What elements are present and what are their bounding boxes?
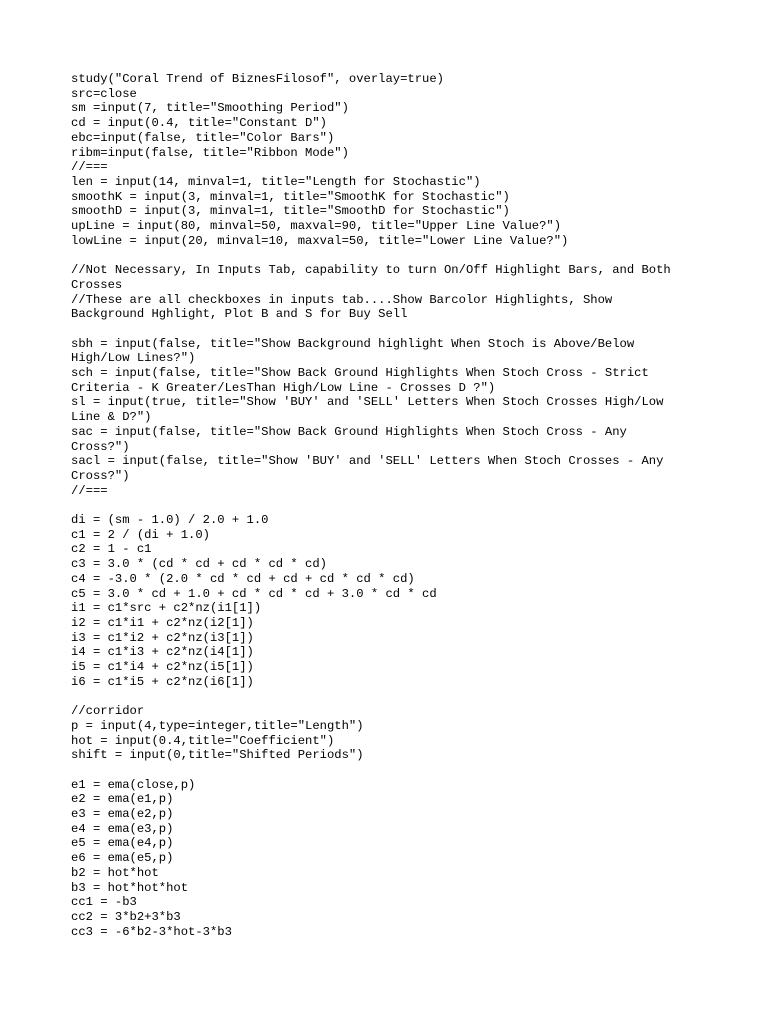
- code-line: sbh = input(false, title="Show Background highlight When Stoch is Above/Below: [71, 336, 635, 351]
- code-block: [71, 72, 711, 939]
- code-line: //corridor: [71, 704, 145, 719]
- code-line: smoothD = input(3, minval=1, title="SmoothD for Stochastic"): [71, 204, 510, 219]
- code-line: study("Coral Trend of BiznesFilosof", overlay=true): [71, 72, 444, 86]
- code-line: c1 = 2 / (di + 1.0): [71, 527, 210, 542]
- code-line: [71, 689, 711, 704]
- code-line: upLine = input(80, minval=50, maxval=90, title="Upper Line Value?"): [71, 219, 562, 234]
- code-line: sac = input(false, title="Show Back Ground Highlights When Stoch Cross - Any: [71, 424, 627, 439]
- code-line: [71, 248, 711, 263]
- code-line: e1 = ema(close,p): [71, 777, 196, 792]
- code-line: i6 = c1*i5 + c2*nz(i6[1]): [71, 674, 254, 689]
- code-line: [71, 763, 711, 778]
- code-line: [71, 498, 711, 513]
- code-line: Criteria - K Greater/LesThan High/Low Line - Crosses D ?"): [71, 380, 496, 395]
- code-line: //===: [71, 483, 108, 498]
- code-line: Line & D?"): [71, 410, 152, 425]
- code-line: sch = input(false, title="Show Back Ground Highlights When Stoch Cross - Strict: [71, 366, 649, 381]
- code-line: Cross?"): [71, 468, 130, 483]
- code-line: sacl = input(false, title="Show 'BUY' and 'SELL' Letters When Stoch Crosses - Any: [71, 454, 664, 469]
- code-line: [71, 322, 711, 337]
- code-line: i4 = c1*i3 + c2*nz(i4[1]): [71, 645, 254, 660]
- code-line: e5 = ema(e4,p): [71, 836, 174, 851]
- code-line: Crosses: [71, 277, 123, 292]
- code-line: hot = input(0.4,title="Coefficient"): [71, 733, 335, 748]
- code-line: cc1 = -b3: [71, 895, 137, 910]
- code-line: lowLine = input(20, minval=10, maxval=50, title="Lower Line Value?"): [71, 233, 569, 248]
- code-line: cc3 = -6*b2-3*hot-3*b3: [71, 924, 232, 939]
- code-line: b3 = hot*hot*hot: [71, 880, 189, 895]
- code-line: sl = input(true, title="Show 'BUY' and 'SELL' Letters When Stoch Crosses High/Low: [71, 395, 664, 410]
- code-line: shift = input(0,title="Shifted Periods"): [71, 748, 364, 763]
- code-line: len = input(14, minval=1, title="Length for Stochastic"): [71, 174, 481, 189]
- code-line: High/Low Lines?"): [71, 351, 196, 366]
- code-line: i3 = c1*i2 + c2*nz(i3[1]): [71, 630, 254, 645]
- code-line: i5 = c1*i4 + c2*nz(i5[1]): [71, 660, 254, 675]
- code-line: src=close: [71, 86, 137, 101]
- code-line: e6 = ema(e5,p): [71, 851, 174, 866]
- code-line: //These are all checkboxes in inputs tab....Show Barcolor Highlights, Show: [71, 292, 613, 307]
- code-line: p = input(4,type=integer,title="Length"): [71, 718, 364, 733]
- code-line: di = (sm - 1.0) / 2.0 + 1.0: [71, 513, 269, 528]
- code-line: sm =input(7, title="Smoothing Period"): [71, 101, 349, 116]
- code-line: c5 = 3.0 * cd + 1.0 + cd * cd * cd + 3.0 * cd * cd: [71, 586, 437, 601]
- code-line: e4 = ema(e3,p): [71, 821, 174, 836]
- code-line: //===: [71, 160, 108, 175]
- code-line: cc2 = 3*b2+3*b3: [71, 910, 181, 924]
- code-line: b2 = hot*hot: [71, 865, 159, 880]
- code-line: i1 = c1*src + c2*nz(i1[1]): [71, 601, 262, 616]
- code-line: i2 = c1*i1 + c2*nz(i2[1]): [71, 615, 254, 630]
- code-line: c4 = -3.0 * (2.0 * cd * cd + cd + cd * cd * cd): [71, 571, 415, 586]
- code-line: Cross?"): [71, 439, 130, 454]
- code-line: c2 = 1 - c1: [71, 542, 152, 557]
- code-line: e3 = ema(e2,p): [71, 807, 174, 822]
- code-line: //Not Necessary, In Inputs Tab, capability to turn On/Off Highlight Bars, and Both: [71, 263, 671, 278]
- code-line: Background Hghlight, Plot B and S for Buy Sell: [71, 307, 408, 322]
- code-line: e2 = ema(e1,p): [71, 792, 174, 807]
- code-line: ribm=input(false, title="Ribbon Mode"): [71, 145, 349, 160]
- code-line: c3 = 3.0 * (cd * cd + cd * cd * cd): [71, 557, 327, 572]
- code-line: ebc=input(false, title="Color Bars"): [71, 130, 335, 145]
- code-line: smoothK = input(3, minval=1, title="SmoothK for Stochastic"): [71, 189, 510, 204]
- code-line: cd = input(0.4, title="Constant D"): [71, 116, 327, 131]
